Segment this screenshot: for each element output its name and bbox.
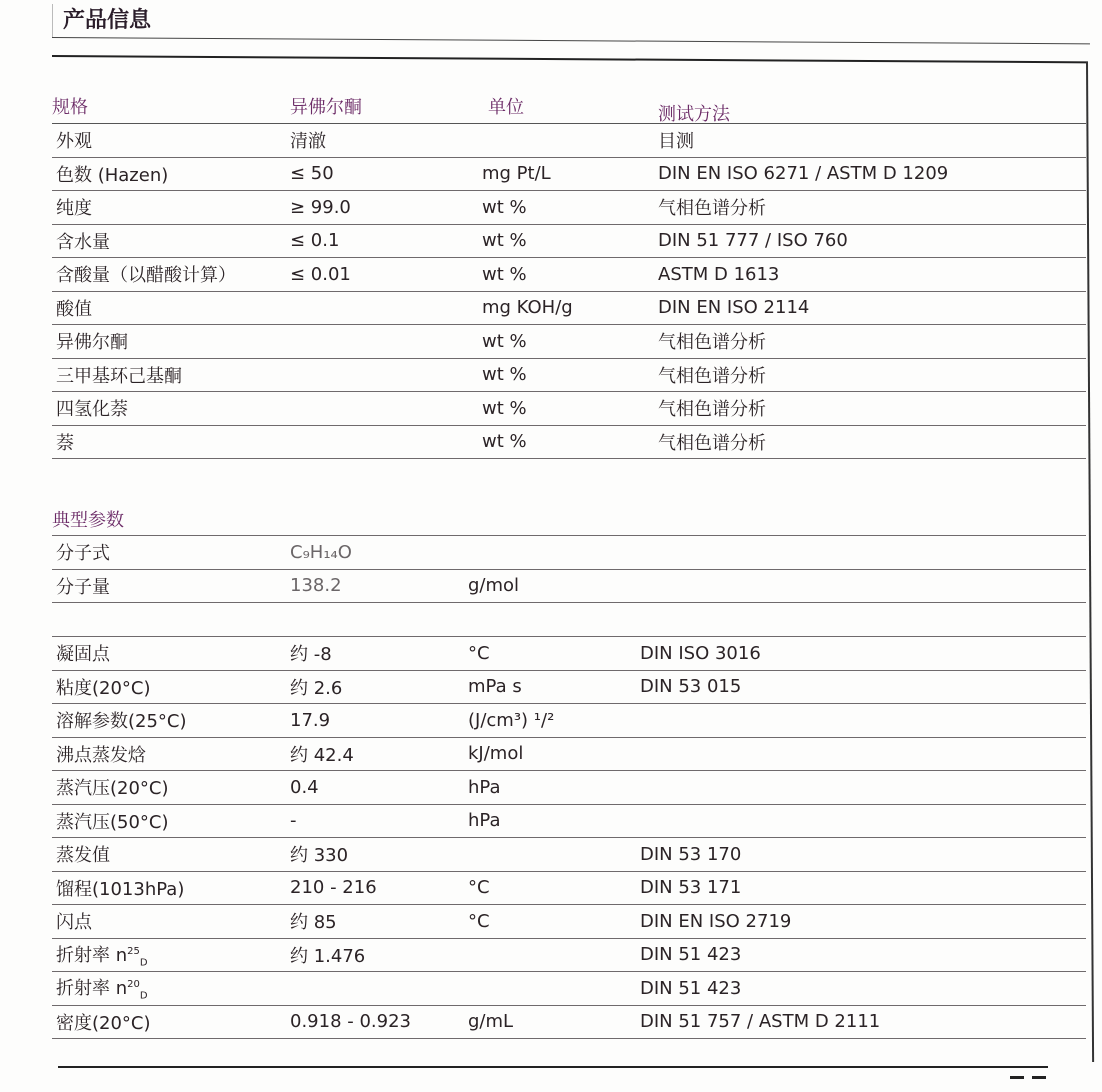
param-unit: wt % bbox=[482, 397, 527, 419]
spec-table bbox=[52, 88, 1086, 459]
param-method: DIN 51 423 bbox=[640, 944, 742, 966]
param-unit: wt % bbox=[482, 431, 527, 453]
param-name: 分子量 bbox=[56, 576, 110, 598]
param-name bbox=[56, 974, 148, 1002]
param-method: 气相色谱分析 bbox=[658, 332, 766, 354]
table-top-border bbox=[52, 55, 1088, 63]
param-name: 蒸汽压(20°C) bbox=[56, 778, 169, 800]
param-method: DIN ISO 3016 bbox=[640, 642, 761, 664]
param-method: DIN 51 757 / ASTM D 2111 bbox=[640, 1011, 881, 1033]
param-method: DIN 51 423 bbox=[640, 977, 742, 999]
param-value: 约 2.6 bbox=[290, 677, 343, 699]
table-row bbox=[52, 704, 1086, 738]
param-method: 气相色谱分析 bbox=[658, 365, 766, 387]
param-value: 清澈 bbox=[290, 131, 326, 153]
param-value: ≤ 0.1 bbox=[290, 230, 340, 252]
param-method: DIN 51 777 / ISO 760 bbox=[658, 230, 848, 252]
table-row bbox=[52, 225, 1086, 259]
table-right-border bbox=[1086, 62, 1094, 1062]
param-unit: kJ/mol bbox=[468, 743, 524, 765]
table-row bbox=[52, 939, 1086, 973]
table-row bbox=[52, 325, 1086, 359]
decorative-dash bbox=[1010, 1076, 1024, 1079]
param-name: 沸点蒸发焓 bbox=[56, 744, 146, 766]
param-unit: wt % bbox=[482, 196, 527, 218]
table-row bbox=[52, 972, 1086, 1006]
param-value: 0.918 - 0.923 bbox=[290, 1011, 411, 1033]
param-value: - bbox=[290, 810, 297, 832]
param-unit: g/mol bbox=[468, 575, 520, 597]
param-method: 气相色谱分析 bbox=[658, 198, 766, 220]
param-method: ASTM D 1613 bbox=[658, 263, 780, 285]
table-row bbox=[52, 872, 1086, 906]
param-unit: wt % bbox=[482, 330, 527, 352]
param-unit: g/mL bbox=[468, 1011, 514, 1033]
spacer-row bbox=[52, 603, 1086, 637]
table-row bbox=[52, 536, 1086, 570]
title-divider bbox=[52, 37, 1090, 44]
param-name: 蒸汽压(50°C) bbox=[56, 811, 169, 833]
param-value: ≤ 50 bbox=[290, 163, 334, 185]
param-name: 分子式 bbox=[56, 543, 110, 565]
subscript: D bbox=[139, 957, 148, 969]
param-method: 气相色谱分析 bbox=[658, 432, 766, 454]
param-unit: wt % bbox=[482, 364, 527, 386]
param-value: 约 1.476 bbox=[290, 945, 366, 967]
param-name: 纯度 bbox=[56, 198, 92, 220]
table-row bbox=[52, 671, 1086, 705]
param-name-text: 折射率 n bbox=[56, 944, 128, 966]
table-row bbox=[52, 124, 1086, 158]
param-value: 0.4 bbox=[290, 776, 319, 798]
table-row bbox=[52, 359, 1086, 393]
param-unit: hPa bbox=[468, 810, 501, 832]
table-row bbox=[52, 258, 1086, 292]
param-name: 粘度(20°C) bbox=[56, 677, 151, 699]
table-row bbox=[52, 392, 1086, 426]
param-unit: °C bbox=[468, 910, 490, 932]
param-method: DIN EN ISO 2719 bbox=[640, 910, 792, 932]
spec-table-header bbox=[52, 88, 1086, 124]
subscript: D bbox=[139, 991, 148, 1003]
table-bottom-border bbox=[58, 1066, 1048, 1068]
param-name: 酸值 bbox=[56, 298, 92, 320]
param-method: DIN 53 170 bbox=[640, 843, 742, 865]
param-name-text: 折射率 n bbox=[56, 978, 128, 1000]
param-method: DIN 53 171 bbox=[640, 877, 742, 899]
table-row bbox=[52, 158, 1086, 192]
table-row bbox=[52, 637, 1086, 671]
param-value: ≥ 99.0 bbox=[290, 196, 351, 218]
param-value: ≤ 0.01 bbox=[290, 263, 351, 285]
param-value: C₉H₁₄O bbox=[290, 541, 352, 563]
param-unit: °C bbox=[468, 877, 490, 899]
param-value: 约 85 bbox=[290, 912, 337, 934]
param-unit: wt % bbox=[482, 230, 527, 252]
param-value: 138.2 bbox=[290, 575, 342, 597]
header-product: 异佛尔酮 bbox=[290, 96, 362, 118]
param-value: 约 -8 bbox=[290, 644, 332, 666]
param-name: 凝固点 bbox=[56, 644, 110, 666]
typical-table-group1 bbox=[52, 535, 1086, 1039]
param-name: 异佛尔酮 bbox=[56, 332, 128, 354]
param-value: 210 - 216 bbox=[290, 877, 377, 899]
header-spec: 规格 bbox=[52, 96, 88, 118]
param-name: 蒸发值 bbox=[56, 845, 110, 867]
table-row bbox=[52, 838, 1086, 872]
header-method: 测试方法 bbox=[658, 104, 730, 125]
table-row bbox=[52, 771, 1086, 805]
param-name: 三甲基环己基酮 bbox=[56, 365, 182, 387]
table-row bbox=[52, 191, 1086, 225]
param-method: DIN 53 015 bbox=[640, 676, 742, 698]
typical-section-label: 典型参数 bbox=[52, 510, 124, 531]
param-unit: mg KOH/g bbox=[482, 297, 573, 319]
param-method: DIN EN ISO 2114 bbox=[658, 297, 810, 319]
param-value: 约 330 bbox=[290, 845, 349, 867]
param-name: 含酸量（以醋酸计算） bbox=[56, 265, 236, 287]
superscript: 20 bbox=[127, 979, 140, 991]
table-row bbox=[52, 738, 1086, 772]
param-method: 目测 bbox=[658, 131, 694, 153]
superscript: 25 bbox=[127, 945, 140, 957]
param-method: DIN EN ISO 6271 / ASTM D 1209 bbox=[658, 163, 949, 185]
table-row bbox=[52, 292, 1086, 326]
param-unit: mg Pt/L bbox=[482, 163, 551, 185]
param-value: 约 42.4 bbox=[290, 744, 354, 766]
param-name: 萘 bbox=[56, 432, 74, 454]
param-name: 外观 bbox=[56, 131, 92, 153]
param-name: 含水量 bbox=[56, 231, 110, 253]
param-unit: hPa bbox=[468, 776, 501, 798]
table-row bbox=[52, 426, 1086, 460]
page-title: 产品信息 bbox=[52, 4, 151, 38]
table-row bbox=[52, 805, 1086, 839]
param-name: 四氢化萘 bbox=[56, 399, 128, 421]
param-value: 17.9 bbox=[290, 709, 331, 731]
param-name: 馏程(1013hPa) bbox=[56, 878, 185, 900]
table-row bbox=[52, 905, 1086, 939]
param-name bbox=[56, 941, 148, 969]
param-name: 溶解参数(25°C) bbox=[56, 711, 187, 733]
param-unit: (J/cm³) ¹/² bbox=[468, 709, 555, 731]
param-name: 闪点 bbox=[56, 912, 92, 934]
param-unit: wt % bbox=[482, 263, 527, 285]
table-row bbox=[52, 570, 1086, 604]
decorative-dash bbox=[1032, 1076, 1046, 1079]
param-name: 色数 (Hazen) bbox=[56, 164, 169, 186]
header-unit: 单位 bbox=[488, 96, 524, 118]
param-unit: °C bbox=[468, 642, 490, 664]
param-method: 气相色谱分析 bbox=[658, 399, 766, 421]
table-row bbox=[52, 1006, 1086, 1040]
param-name: 密度(20°C) bbox=[56, 1012, 151, 1034]
param-unit: mPa s bbox=[468, 676, 522, 698]
